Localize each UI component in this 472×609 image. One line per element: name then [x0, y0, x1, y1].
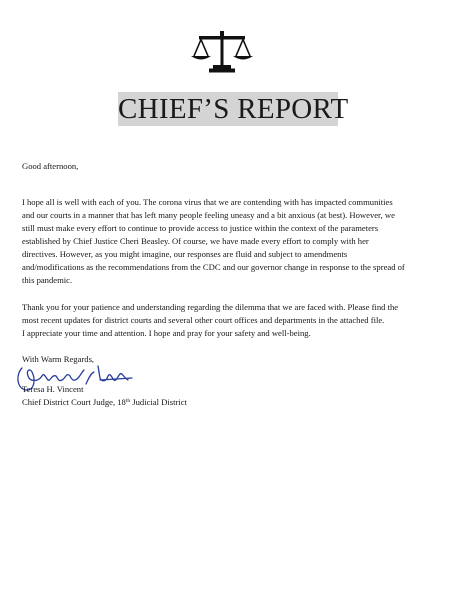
page-title: CHIEF’S REPORT [118, 93, 349, 125]
paragraph-1-line: this pandemic. [22, 275, 73, 285]
scales-of-justice-icon [187, 30, 257, 74]
paragraph-1 [22, 196, 454, 287]
signer-name: Teresa H. Vincent [22, 384, 84, 394]
paragraph-2 [22, 301, 454, 340]
signer-title-suffix: Judicial District [130, 397, 187, 407]
paragraph-2-line: most recent updates for district courts and several other court offices and departments in the attached file. [22, 315, 385, 325]
paragraph-1-line: established by Chief Justice Cheri Beasley. Of course, we have made every effort to comply with her [22, 236, 369, 246]
paragraph-1-line: still must make every effort to continue to provide access to justice within the context of the parameters [22, 223, 379, 233]
closing: With Warm Regards, [22, 354, 95, 364]
signer-title [22, 396, 454, 409]
paragraph-1-line: and our courts in a manner that has left many people feeling uneasy and a bit anxious (at best). However, we [22, 210, 395, 220]
paragraph-2-line: I appreciate your time and attention. I hope and pray for your safety and well-being. [22, 328, 311, 338]
greeting: Good afternoon, [22, 161, 79, 171]
paragraph-2-line: Thank you for your patience and understanding regarding the dilemma that we are faced with. Please find the [22, 302, 399, 312]
paragraph-1-line: and/modifications as the recommendations from the CDC and our governor change in response to the spread of [22, 262, 405, 272]
paragraph-1-line: directives. However, as you might imagine, our responses are fluid and subject to amendments [22, 249, 348, 259]
signer-title-prefix: Chief District Court Judge, 18 [22, 397, 126, 407]
signer-title-ordinal: th [125, 398, 131, 404]
paragraph-1-line: I hope all is well with each of you. The corona virus that we are contending with has impacted communities [22, 197, 393, 207]
title-banner [118, 92, 349, 126]
